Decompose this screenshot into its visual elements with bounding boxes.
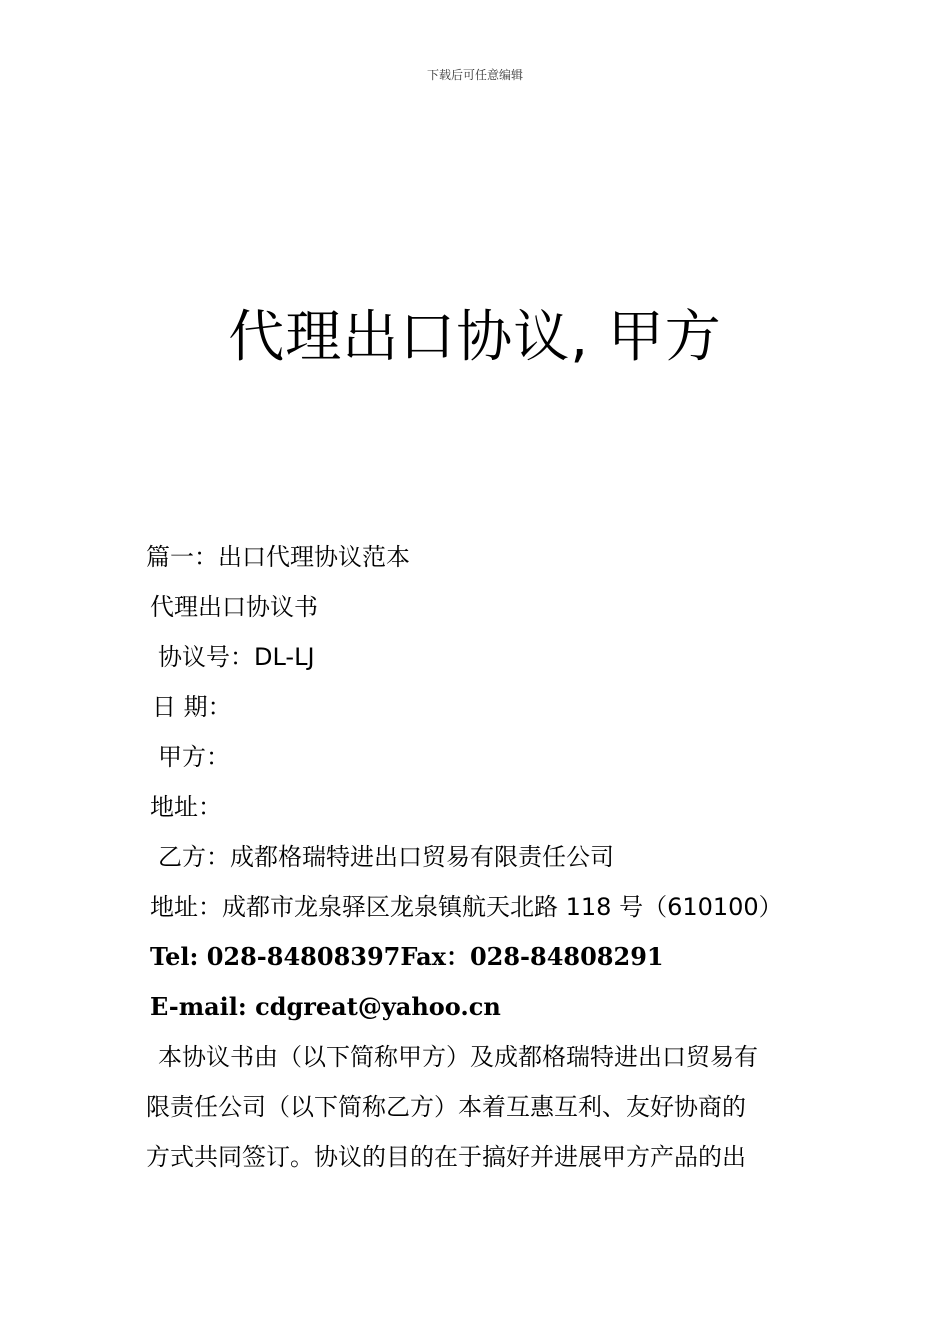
paragraph-line: 本协议书由（以下简称甲方）及成都格瑞特进出口贸易有 — [158, 1043, 758, 1071]
contact-phone-fax: Tel: 028-84808397Fax：028-84808291 — [150, 942, 664, 971]
contact-email: E-mail: cdgreat@yahoo.cn — [150, 992, 501, 1021]
date-line: 日 期： — [152, 693, 232, 721]
section-heading: 篇一：出口代理协议范本 — [146, 543, 410, 571]
header-note: 下载后可任意编辑 — [426, 68, 523, 82]
document-title: 代理出口协议, 甲方 — [228, 305, 722, 370]
intro-paragraph — [146, 1032, 816, 1182]
paragraph-line: 方式共同签订。协议的目的在于搞好并进展甲方产品的出 — [146, 1143, 746, 1171]
agreement-name: 代理出口协议书 — [150, 593, 318, 621]
party-b-line: 乙方：成都格瑞特进出口贸易有限责任公司 — [158, 843, 614, 871]
party-b-address: 地址：成都市龙泉驿区龙泉镇航天北路 118 号（610100） — [150, 893, 783, 921]
agreement-number: 协议号：DL-LJ — [158, 643, 315, 671]
party-a-line: 甲方： — [158, 743, 230, 771]
paragraph-line: 限责任公司（以下简称乙方）本着互惠互利、友好协商的 — [146, 1093, 746, 1121]
party-a-address: 地址： — [150, 793, 222, 821]
